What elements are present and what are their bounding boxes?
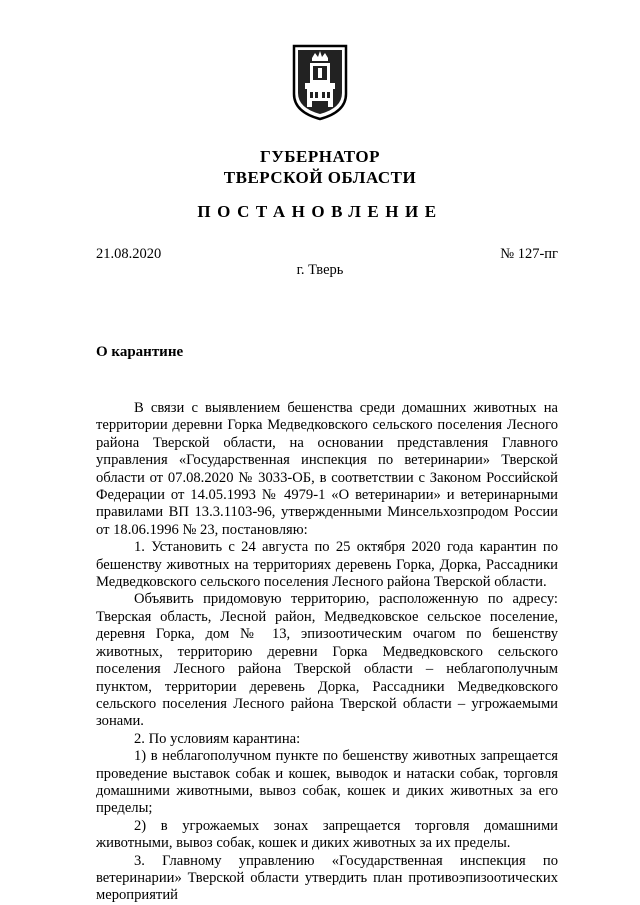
issuer-title-line2: ТВЕРСКОЙ ОБЛАСТИ — [223, 168, 417, 187]
document-body — [96, 400, 558, 905]
paragraph-item-3: 3. Главному управлению «Государственная инспекция по ветеринарии» Тверской области утвердить план противоэпизоотических мероприятий — [96, 852, 558, 904]
paragraph-item-1-zones: Объявить придомовую территорию, расположенную по адресу: Тверская область, Лесной район, Медведковское сельское поселение, деревня Горка, дом № 13, эпизоотическим очагом по бешенству животных, территорию деревни Горка Медведковского сельского поселения Лесного района Тверской области – неблагополучным пунктом, территории деревень Дорка, Рассадники Медведковского сельского поселения Лесного района Тверской области – угрожаемыми зонами. — [96, 591, 558, 730]
paragraph-item-2: 2. По условиям карантина: — [134, 730, 301, 747]
issuer-title-line1: ГУБЕРНАТОР — [260, 147, 380, 166]
document-subject: О карантине — [96, 344, 184, 360]
paragraph-item-2-sub-1: 1) в неблагополучном пункте по бешенству животных запрещается проведение выставок собак и кошек, выводок и натаски собак, торговля домашними животными, вывоз собак, кошек и диких животных за его пределы; — [96, 748, 558, 817]
paragraph-preamble: В связи с выявлением бешенства среди домашних животных на территории деревни Горка Медведковского сельского поселения Лесного района Тверской области, на основании представления Главного управления «Государственная инспекция по ветеринарии» Тверской области от 07.08.2020 № 3033-ОБ, в соответствии с Законом Российской Федерации от 14.05.1993 № 4979-1 «О ветеринарии» и ветеринарными правилами ВП 13.3.1103-96, утвержденными Минсельхозпродом России от 18.06.1996 № 23, постановляю: — [96, 400, 558, 538]
document-city: г. Тверь — [296, 262, 344, 278]
paragraph-item-1: 1. Установить с 24 августа по 25 октября 2020 года карантин по бешенству животных на территориях деревень Горка, Дорка, Рассадники Медведковского сельского поселения Лесного района Тверской области. — [96, 539, 558, 591]
document-number: № 127-пг — [500, 246, 558, 262]
document-date: 21.08.2020 — [96, 246, 162, 262]
document-type: ПОСТАНОВЛЕНИЕ — [197, 202, 443, 221]
paragraph-item-2-sub-2: 2) в угрожаемых зонах запрещается торговля домашними животными, вывоз собак, кошек и диких животных за их пределы. — [96, 817, 558, 852]
tver-coat-of-arms-icon — [288, 42, 352, 122]
